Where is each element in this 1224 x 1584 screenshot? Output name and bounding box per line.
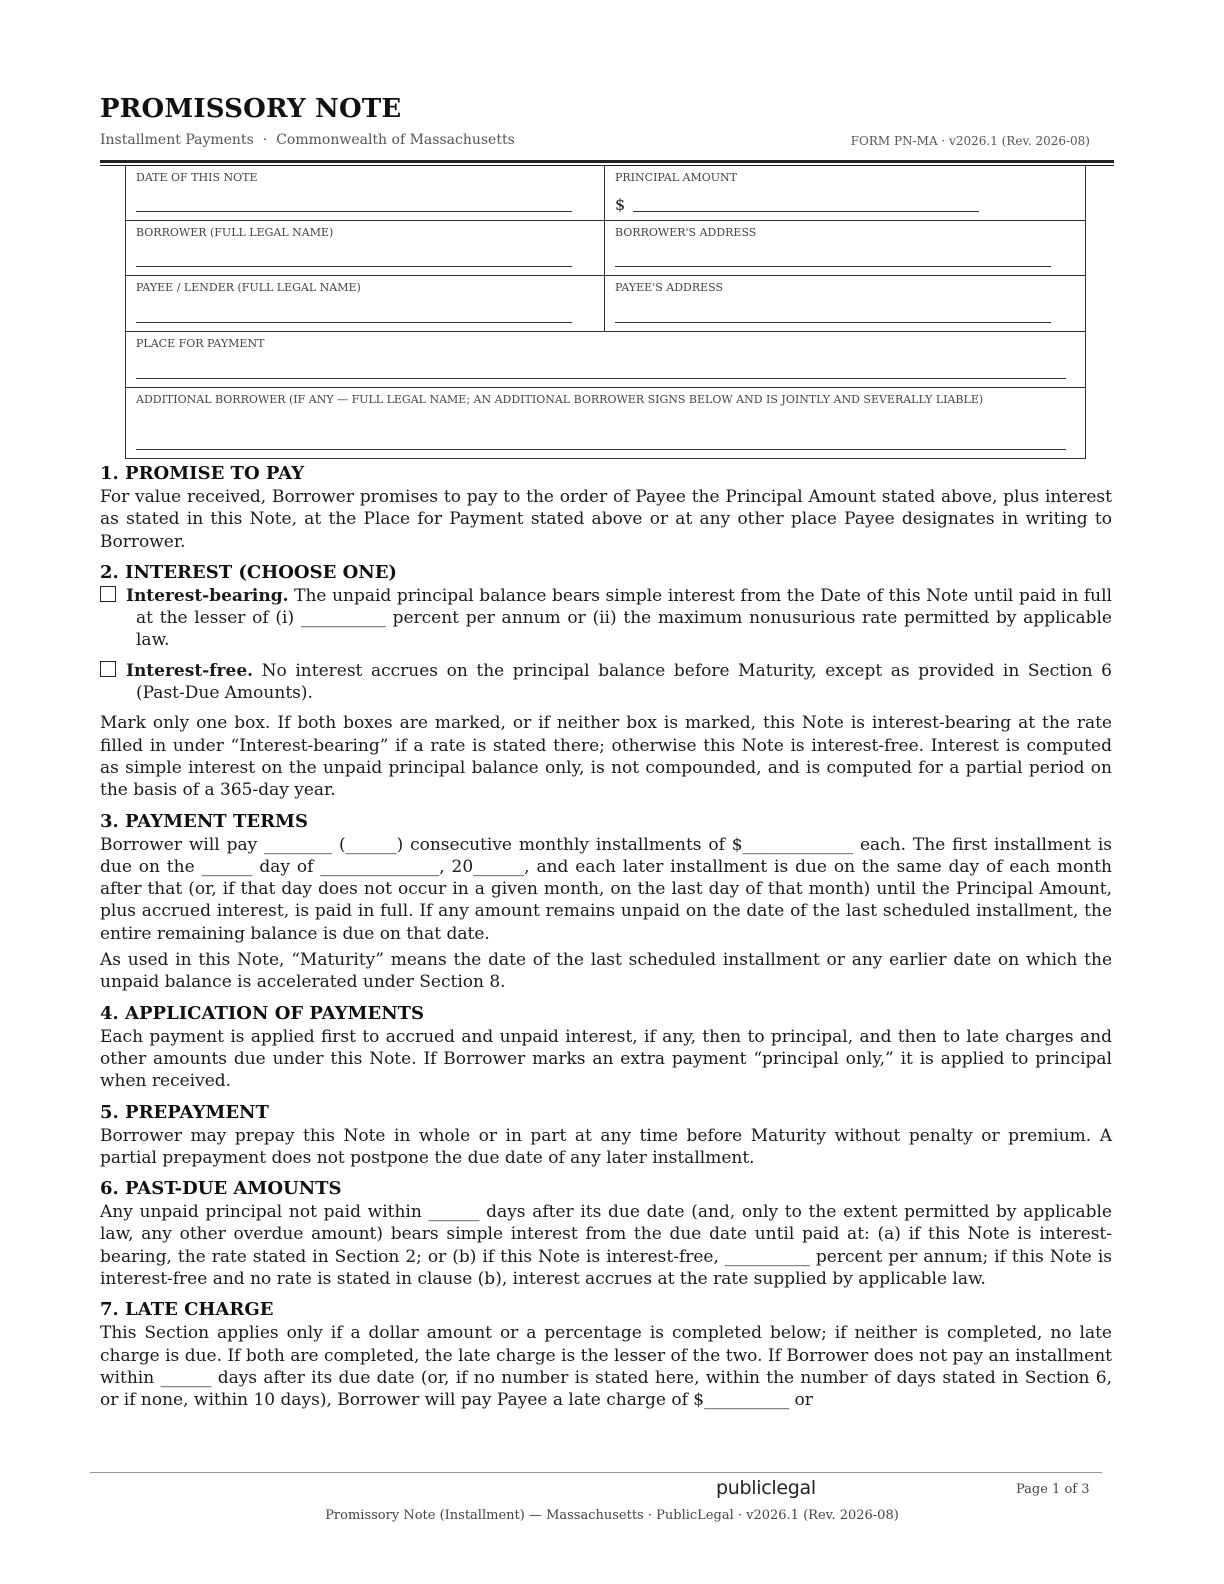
borrower-address-label: BORROWER'S ADDRESS	[615, 226, 757, 239]
date-label: DATE OF THIS NOTE	[136, 171, 258, 184]
interest-bearing-text: The unpaid principal balance bears simple interest from the Date of this Note until paid in full at the lesser of (i) __________ percent per annum or (ii) the maximum nonusurious rate permitted by applicable law.	[136, 585, 1112, 651]
payee-label: PAYEE / LENDER (FULL LEGAL NAME)	[136, 281, 361, 294]
interest-bearing-option[interactable]	[100, 585, 1112, 652]
section-4-text: Each payment is applied first to accrued and unpaid interest, if any, then to principal, and then to late charges and other amounts due under this Note. If Borrower marks an extra payment “principal only,” it is applied to principal when received.	[100, 1026, 1112, 1092]
section-5-heading: 5. PREPAYMENT	[100, 1101, 269, 1123]
fields-row-borrower	[126, 221, 1085, 276]
payee-address-label: PAYEE'S ADDRESS	[615, 281, 724, 294]
party-fields-table	[125, 166, 1086, 459]
note-body	[100, 462, 1112, 1420]
section-3-maturity-text: As used in this Note, “Maturity” means the date of the last scheduled installment or any earlier date on which the unpaid balance is accelerated under Section 8.	[100, 950, 1112, 993]
borrower-label: BORROWER (FULL LEGAL NAME)	[136, 226, 334, 239]
section-2-note: Mark only one box. If both boxes are marked, or if neither box is marked, this Note is interest-bearing at the rate filled in under “Interest-bearing” if a rate is stated there; otherwise this Note is interest-free. Interest is computed as simple interest on the unpaid principal balance only, is not compounded, and is computed for a partial period on the basis of a 365-day year.	[100, 713, 1112, 801]
section-7-text: This Section applies only if a dollar amount or a percentage is completed below; if neither is completed, no late charge is due. If both are completed, the late charge is the lesser of the two. If Borrower does not pay an installment within ______ days after its due date (or, if no number is stated here, within the number of days stated in Section 6, or if none, within 10 days), Borrower will pay Payee a late charge of $__________ or	[100, 1323, 1112, 1411]
interest-bearing-label: Interest-bearing.	[126, 585, 289, 606]
place-line[interactable]	[136, 378, 1066, 379]
section-6-text: Any unpaid principal not paid within ______ days after its due date (and, only to the extent permitted by applicable law, any other overdue amount) bears simple interest from the due date until paid at: (a) if this Note is interest-bearing, the rate stated in Section 2; or (b) if this Note is interest-free, __________ percent per annum; if this Note is interest-free and no rate is stated in clause (b), interest accrues at the rate supplied by applicable law.	[100, 1202, 1112, 1290]
subtitle-type: Installment Payments	[100, 132, 254, 148]
principal-line[interactable]	[633, 211, 979, 212]
form-id: FORM PN-MA · v2026.1 (Rev. 2026-08)	[850, 134, 1090, 148]
fields-row-place	[126, 332, 1085, 388]
interest-free-checkbox[interactable]	[100, 661, 116, 677]
fields-row-payee	[126, 276, 1085, 332]
footer-text: Promissory Note (Installment) — Massachusetts · PublicLegal · v2026.1 (Rev. 2026-08)	[325, 1508, 899, 1523]
section-1-text: For value received, Borrower promises to pay to the order of Payee the Principal Amount stated above, plus interest as stated in this Note, at the Place for Payment stated above or at any other place Payee designates in writing to Borrower.	[100, 487, 1112, 552]
place-field[interactable]	[126, 332, 1085, 387]
borrower-field[interactable]	[126, 221, 605, 275]
section-1-heading: 1. PROMISE TO PAY	[100, 463, 305, 484]
header-rule-thick	[100, 160, 1114, 163]
subtitle	[100, 132, 515, 148]
place-label: PLACE FOR PAYMENT	[136, 337, 265, 350]
subtitle-row	[100, 132, 1090, 152]
document-title: PROMISSORY NOTE	[100, 94, 402, 124]
borrower-line[interactable]	[136, 266, 572, 267]
section-6-heading: 6. PAST-DUE AMOUNTS	[100, 1178, 342, 1200]
interest-bearing-checkbox[interactable]	[100, 586, 116, 602]
subtitle-jurisdiction: Commonwealth of Massachusetts	[276, 132, 515, 148]
date-field[interactable]	[126, 166, 605, 220]
section-5-text: Borrower may prepay this Note in whole or in part at any time before Maturity without penalty or premium. A partial prepayment does not postpone the due date of any later installment.	[100, 1125, 1112, 1168]
interest-free-label: Interest-free.	[126, 660, 254, 681]
date-line[interactable]	[136, 211, 572, 212]
section-3-heading: 3. PAYMENT TERMS	[100, 810, 308, 832]
borrower-address-line[interactable]	[615, 266, 1051, 267]
borrower-address-field[interactable]	[605, 221, 1085, 275]
fields-row-additional-borrower	[126, 388, 1085, 458]
section-2-heading: 2. INTEREST (CHOOSE ONE)	[100, 561, 397, 583]
page-number: Page 1 of 3	[1016, 1482, 1090, 1497]
payee-field[interactable]	[126, 276, 605, 331]
interest-free-text: No interest accrues on the principal balance before Maturity, except as provided in Section 6 (Past-Due Amounts).	[136, 660, 1112, 704]
payee-line[interactable]	[136, 322, 572, 323]
interest-free-option[interactable]	[100, 660, 1112, 705]
subtitle-separator: ·	[262, 132, 268, 148]
dollar-sign: $	[615, 195, 626, 214]
payee-address-field[interactable]	[605, 276, 1085, 331]
additional-borrower-field[interactable]	[126, 388, 1085, 458]
section-3-text: Borrower will pay ________ (______) consecutive monthly installments of $_____________ each. The first installment is due on the ______ day of ______________, 20______, and each later installment is due on the same day of each month after that (or, if that day does not occur in a given month, on the last day of that month) until the Principal Amount, plus accrued interest, is paid in full. If any amount remains unpaid on the date of the last scheduled installment, the entire remaining balance is due on that date.	[100, 834, 1112, 944]
fields-row-date-principal	[126, 166, 1085, 221]
footer-rule	[90, 1472, 1102, 1473]
payee-address-line[interactable]	[615, 322, 1051, 323]
principal-label: PRINCIPAL AMOUNT	[615, 171, 738, 184]
publiclegal-logo: publiclegal	[716, 1477, 816, 1499]
additional-borrower-line[interactable]	[136, 449, 1066, 450]
additional-borrower-label: ADDITIONAL BORROWER (IF ANY — FULL LEGAL NAME; AN ADDITIONAL BORROWER SIGNS BELOW AND IS JOINTLY AND SEVERALLY LIABLE)	[136, 393, 984, 406]
section-7-heading: 7. LATE CHARGE	[100, 1299, 274, 1321]
principal-field[interactable]	[605, 166, 1085, 220]
section-4-heading: 4. APPLICATION OF PAYMENTS	[100, 1002, 425, 1024]
